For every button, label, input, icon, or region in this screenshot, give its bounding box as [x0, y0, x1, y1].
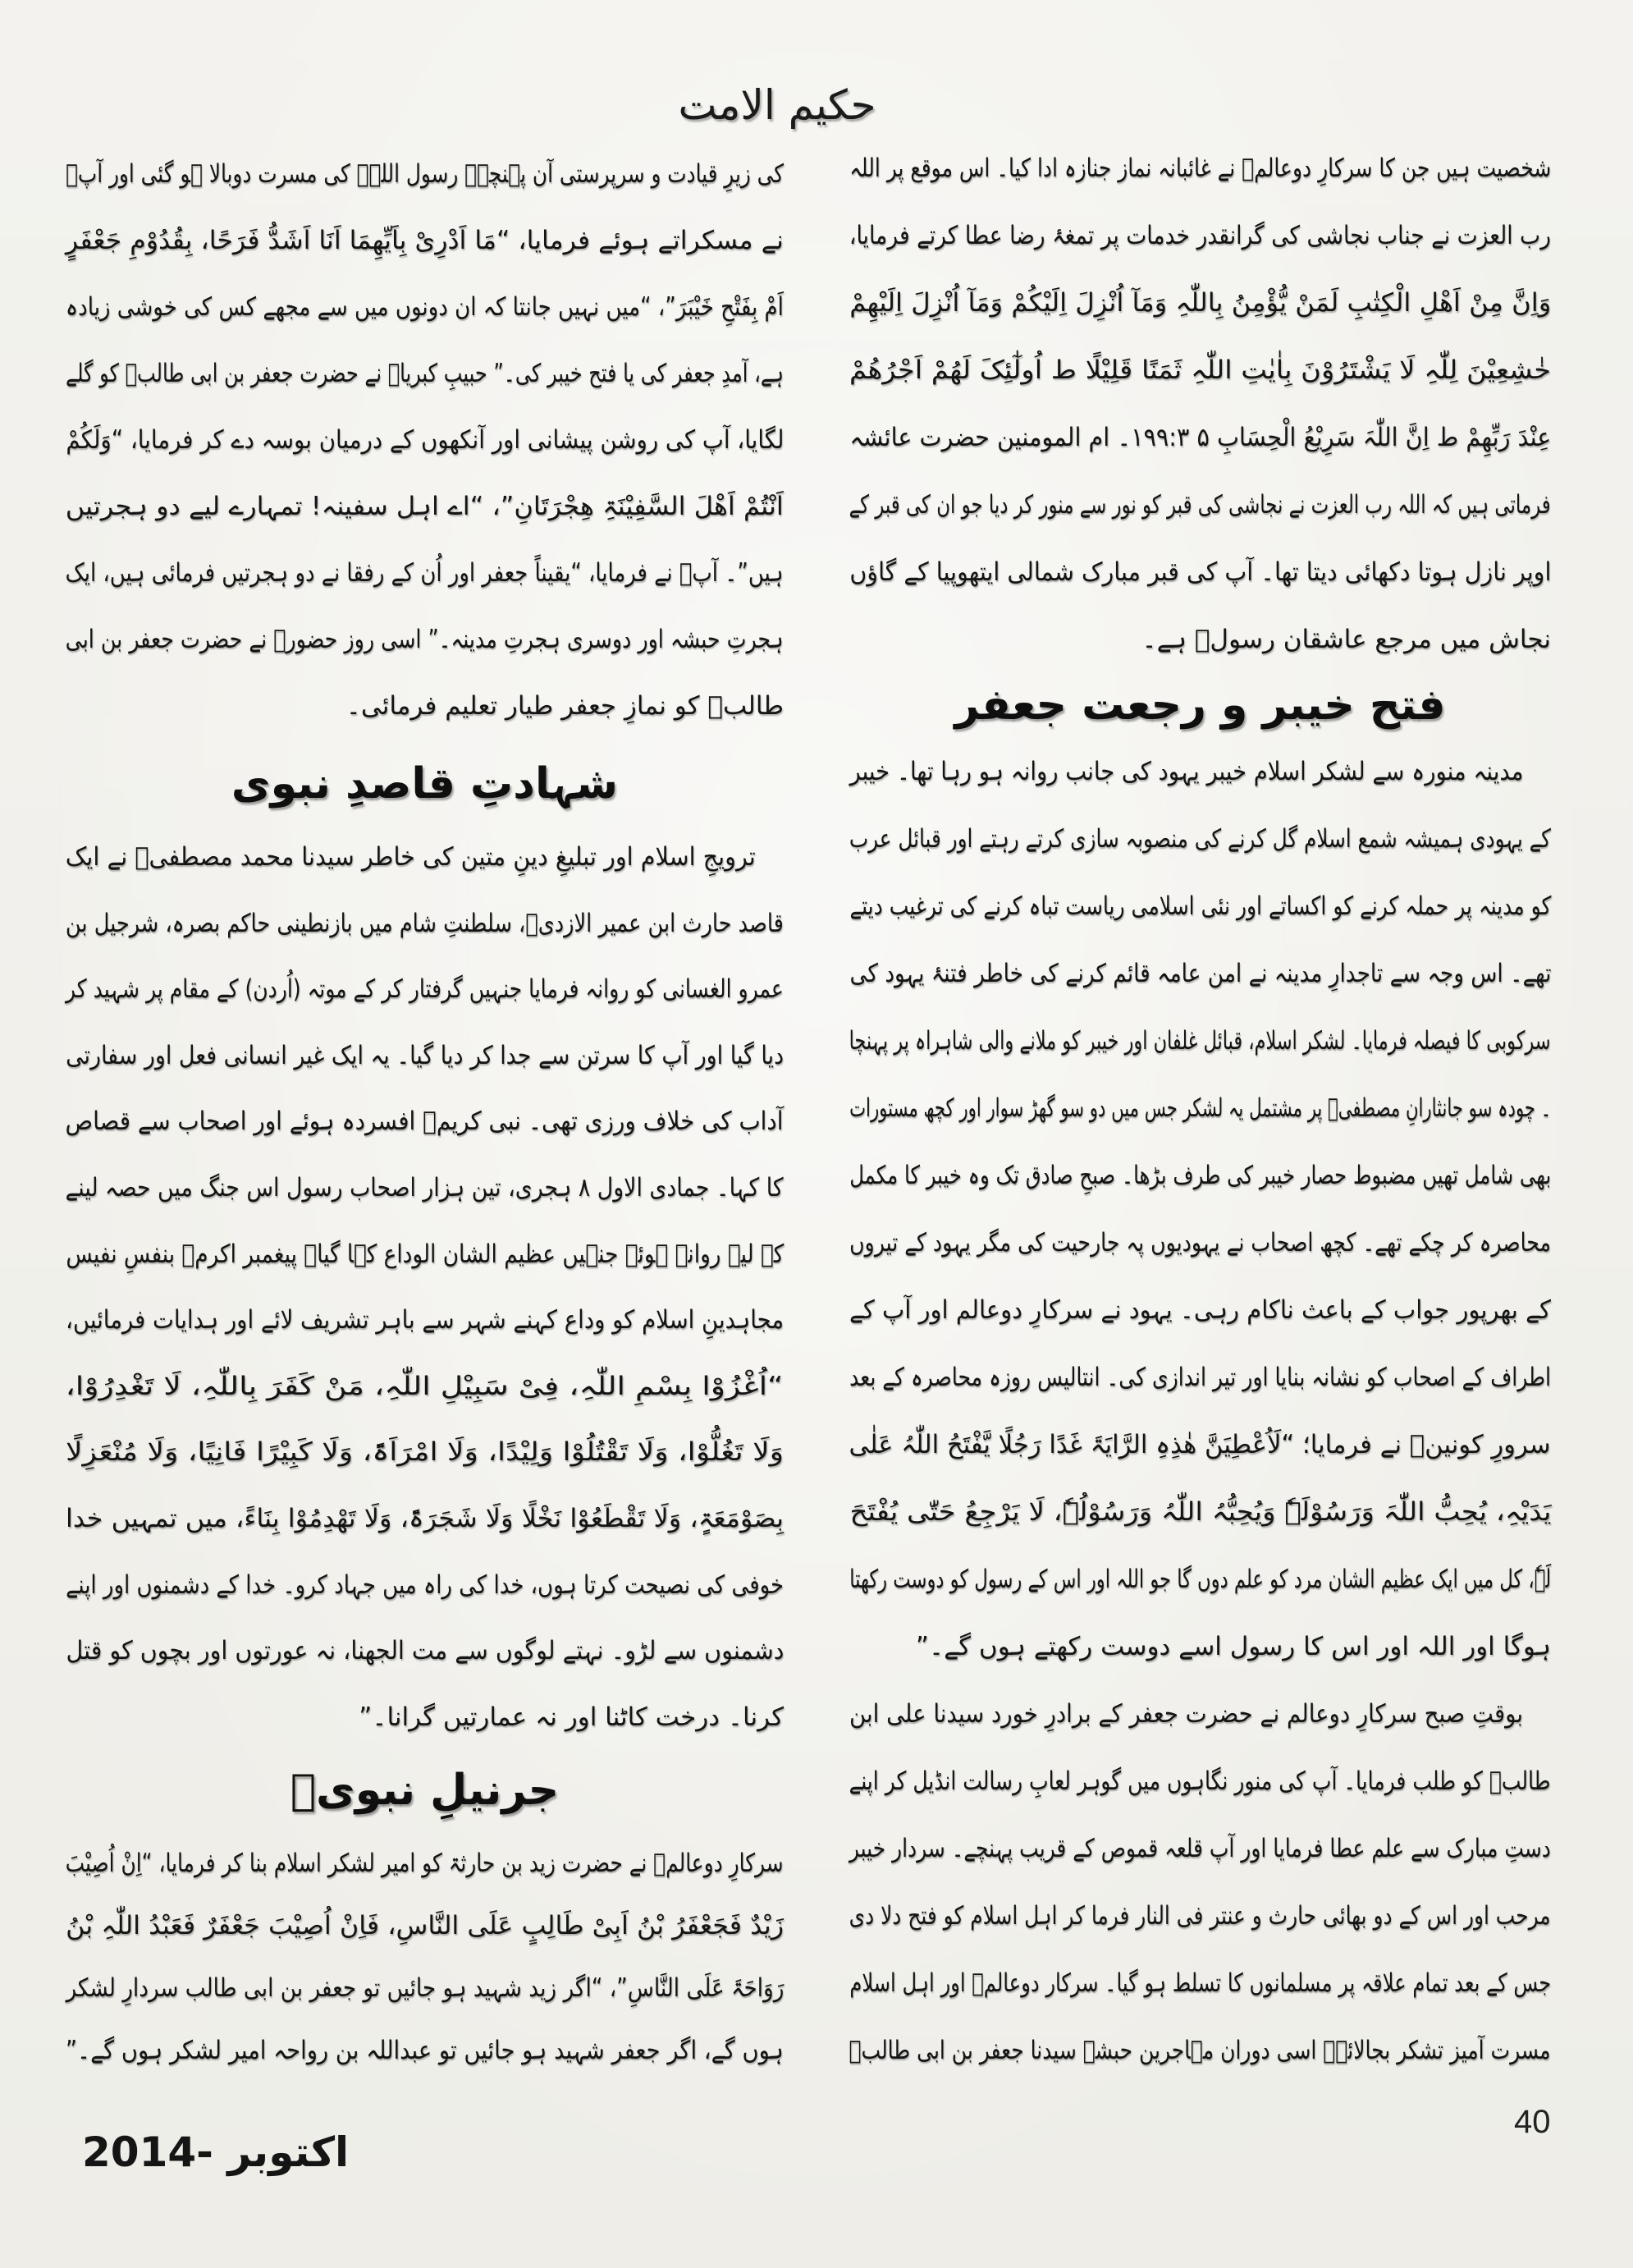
text-line [849, 1950, 1551, 2017]
paragraph [849, 738, 1551, 1680]
text-line [849, 1344, 1551, 1411]
text-line [66, 274, 784, 341]
line-text: وَلَا تَغُلُّوْا، وَلَا تَقْتُلُوْا وَلِیْدًا، وَلَا امْرَاَۃً، وَلَا کَبِیْرًا فَانِیًا، وَلَا مُنْعَزِلًا [65, 1437, 784, 1468]
line-text: دشمنوں سے لڑو۔ نہتے لوگوں سے مت الجھنا، نہ عورتوں اور بچوں کو قتل [66, 1636, 784, 1666]
line-text: ہوں گے، اگر جعفر شہید ہو جائیں تو عبداللہ بن رواحہ امیر لشکر ہوں گے۔” [66, 2036, 784, 2065]
line-text: سرکارِ دوعالمؐ نے حضرت زید بن حارثۃ کو امیر لشکر اسلام بنا کر فرمایا، “اِنْ اُصِیْبَ [65, 1849, 784, 1878]
hadith-line [849, 1478, 1551, 1546]
text-line [66, 1023, 784, 1089]
text-line [849, 1680, 1551, 1748]
line-text: آداب کی خلاف ورزی تھی۔ نبی کریمؐ افسردہ ہوئے اور اصحاب سے قصاص [65, 1107, 784, 1137]
line-text: دستِ مبارک سے علم عطا فرمایا اور آپ قلعہ قموص کے قریب پہنچے۔ سردار خیبر [849, 1834, 1551, 1863]
quran-verse-line [849, 404, 1551, 471]
line-text: یَدَیْہِ، یُحِبُّ اللّٰہَ وَرَسُوْلَہٗ وَیُحِبُّہُ اللّٰہُ وَرَسُوْلُہٗ، لَا یَرْجِعُ حَتّٰی یُفْتَحَ [849, 1497, 1551, 1527]
line-text: ہوگا اور اللہ اور اس کا رسول اسے دوست رکھتے ہوں گے۔” [915, 1632, 1551, 1661]
line-text: “اُغْزُوْا بِسْمِ اللّٰہِ، فِیْ سَبِیْلِ اللّٰہِ، مَنْ کَفَرَ بِاللّٰہِ، لَا تَغْدِرُوْا، [66, 1371, 784, 1401]
text-line [849, 1007, 1551, 1074]
line-text: اوپر نازل ہوتا دکھائی دیتا تھا۔ آپ کی قبر مبارک شمالی ایتھوپیا کے گاؤں [849, 557, 1551, 587]
line-text: اَمْ بِفَتْحِ خَیْبَرَ”، “میں نہیں جانتا کہ ان دونوں میں سے مجھے کس کی خوشی زیادہ [66, 292, 784, 322]
text-line [66, 1088, 784, 1155]
line-text: کرنا۔ درخت کاٹنا اور نہ عمارتیں گرانا۔” [359, 1702, 784, 1732]
text-line [849, 538, 1551, 606]
text-line [849, 606, 1551, 673]
hadith-line [849, 1411, 1551, 1478]
line-text: فرماتی ہیں کہ اللہ رب العزت نے نجاشی کی قبر کو نور سے منور کر دیا جو ان کی قبر کے [849, 490, 1551, 520]
paragraph [66, 141, 784, 740]
line-text: محاصرہ کر چکے تھے۔ کچھ اصحاب نے یہودیوں پہ جارحیت کی مگر یہود کے تیروں [849, 1228, 1551, 1258]
line-text: مجاہدینِ اسلام کو وداع کہنے شہر سے باہر تشریف لائے اور ہدایات فرمائیں، [65, 1305, 784, 1336]
line-text: ہے، آمدِ جعفر کی یا فتح خیبر کی۔” حبیبِ کبریاؐ نے حضرت جعفر بن ابی طالبؓ کو گلے [66, 359, 784, 388]
text-line [849, 202, 1551, 269]
text-line [849, 940, 1551, 1007]
paragraph [849, 1680, 1551, 2084]
text-line [849, 2017, 1551, 2084]
hadith-line [66, 1419, 784, 1486]
line-text: سرکوبی کا فیصلہ فرمایا۔ لشکر اسلام، قبائل غلفان اور خیبر کو ملانے والی شاہراہ پر پہنچا [849, 1026, 1551, 1056]
section-heading: جرنیلِ نبویؐ [290, 1766, 560, 1815]
line-text: کو مدینہ پر حملہ کرنے کو اکساتے اور نئی اسلامی ریاست تباہ کرنے کی ترغیب دیتے [849, 891, 1551, 921]
line-text: اَنْتُمْ اَھْلَ السَّفِیْنَۃِ ھِجْرَتَانِ”، “اے اہل سفینہ! تمہارے لیے دو ہجرتیں [66, 492, 784, 521]
text-line [849, 805, 1551, 873]
text-line [66, 1684, 784, 1751]
quran-verse-line [849, 269, 1551, 337]
line-text: تھے۔ اس وجہ سے تاجدارِ مدینہ نے امن عامہ قائم کرنے کی خاطر فتنۂ یہود کی [849, 959, 1551, 988]
text-line [849, 1748, 1551, 1815]
text-line [66, 407, 784, 474]
line-text: کے بھرپور جواب کے باعث ناکام رہی۔ یہود نے سرکارِ دوعالم اور آپ کے [849, 1295, 1551, 1325]
text-line [66, 1155, 784, 1221]
section-heading: شہادتِ قاصدِ نبوی [231, 759, 619, 809]
line-text: عِنْدَ رَبِّھِمْ ط اِنَّ اللّٰہَ سَرِیْعُ الْحِسَابِ ۵ ۱۹۹:۳۔ ام المومنین حضرت عائشہ [849, 423, 1551, 452]
hadith-line [66, 1895, 784, 1957]
text-line [849, 738, 1551, 805]
line-text: نجاش میں مرجع عاشقان رسولؐ ہے۔ [1141, 625, 1551, 654]
text-line [849, 135, 1551, 202]
line-text: ۔ چودہ سو جانثارانِ مصطفیؐ پر مشتمل یہ لشکر جس میں دو سو گھڑ سوار اور کچھ مستورات [849, 1093, 1551, 1123]
line-text: بھی شامل تھیں مضبوط حصار خیبر کی طرف بڑھا۔ صبحِ صادق تک وہ خیبر کا مکمل [849, 1161, 1551, 1190]
text-line [849, 471, 1551, 538]
section-heading: فتح خیبر و رجعت جعفر [954, 680, 1446, 730]
paragraph [66, 1832, 784, 2082]
text-line [66, 1287, 784, 1354]
line-text: ہیں”۔ آپؐ نے فرمایا، “یقیناً جعفر اور اُن کے رفقا نے دو ہجرتیں فرمائی ہیں، ایک [65, 558, 784, 588]
text-line [66, 891, 784, 957]
text-line [66, 956, 784, 1023]
text-line [66, 1832, 784, 1895]
line-text: اطراف کے اصحاب کو نشانہ بنایا اور تیر اندازی کی۔ انتالیس روزہ محاصرہ کے بعد [849, 1363, 1551, 1392]
line-text: خوفی کی نصیحت کرتا ہوں، خدا کی راہ میں جہاد کرو۔ خدا کے دشمنوں اور اپنے [66, 1569, 784, 1600]
text-line [66, 2019, 784, 2082]
right-column [849, 0, 1551, 2268]
paragraph [66, 824, 784, 1750]
line-text: جس کے بعد تمام علاقہ پر مسلمانوں کا تسلط ہو گیا۔ سرکار دوعالمؐ اور اہل اسلام [849, 1968, 1551, 1998]
text-line [849, 1074, 1551, 1142]
line-text: بوقتِ صبح سرکارِ دوعالم نے حضرت جعفر کے برادرِ خورد سیدنا علی ابن [849, 1699, 1523, 1729]
text-line [66, 141, 784, 208]
hadith-line [66, 1354, 784, 1420]
text-line [66, 824, 784, 891]
line-text: سرورِ کونینؐ نے فرمایا؛ “لَاُعْطِیَنَّ ھٰذِہِ الرَّایَۃَ غَدًا رَجُلًا یَّفْتَحُ اللّٰہُ عَلٰی [849, 1430, 1551, 1459]
quran-verse-line [849, 337, 1551, 404]
line-text: نے مسکراتے ہوئے فرمایا، “مَا اَدْرِیْ بِاَیِّھِمَا اَنَا اَشَدُّ فَرَحًا، بِقُدُوْمِ جَعْفَرٍ [65, 226, 784, 255]
line-text: ترویجِ اسلام اور تبلیغِ دینِ متین کی خاطر سیدنا محمد مصطفیؐ نے ایک [66, 842, 756, 872]
line-text: قاصد حارث ابن عمیر الازدیؓ، سلطنتِ شام میں بازنطینی حاکم بصرہ، شرجیل بن [66, 908, 784, 938]
line-text: ہجرتِ حبشہ اور دوسری ہجرتِ مدینہ۔” اسی روز حضورؐ نے حضرت جعفر بن ابی [66, 625, 784, 654]
line-text: رب العزت نے جناب نجاشی کی گرانقدر خدمات پر تمغۂ رضا عطا کرتے فرمایا، [849, 221, 1551, 250]
text-line [849, 1882, 1551, 1950]
text-line [66, 208, 784, 274]
line-text: مرحب اور اس کے دو بھائی حارث و عنتر فی النار فرما کر اہل اسلام کو فتح دلا دی [849, 1901, 1551, 1931]
text-line [66, 1552, 784, 1619]
text-line [849, 1613, 1551, 1680]
text-line [66, 540, 784, 607]
line-text: لگایا، آپ کی روشن پیشانی اور آنکھوں کے درمیان بوسہ دے کر فرمایا، “وَلَکُمْ [65, 425, 784, 455]
issue-date: اکتوبر -2014 [82, 2128, 350, 2176]
line-text: بِصَوْمَعَۃٍ، وَلَا تَقْطَعُوْا نَخْلًا وَلَا شَجَرَۃً، وَلَا تَھْدِمُوْا بِنَاءً، میں تمہیں خدا [65, 1503, 784, 1533]
line-text: مدینہ منورہ سے لشکر اسلام خیبر یہود کی جانب روانہ ہو رہا تھا۔ خیبر [849, 757, 1523, 786]
text-line [66, 341, 784, 407]
text-line [66, 673, 784, 740]
text-line [66, 1221, 784, 1288]
text-line [66, 1957, 784, 2019]
line-text: طالبؑ کو نمازِ جعفر طیار تعلیم فرمائی۔ [345, 691, 784, 721]
line-text: زَیْدٌ فَجَعْفَرُ بْنُ اَبِیْ طَالِبٍ عَلَی النَّاسِ، فَاِنْ اُصِیْبَ جَعْفَرٌ فَعَبْدُ اللّٰہِ بْنُ [66, 1911, 784, 1940]
text-line [849, 873, 1551, 940]
line-text: کے یہودی ہمیشہ شمع اسلام گل کرنے کی منصوبہ سازی کرتے رہتے اور قبائل عرب [849, 824, 1551, 854]
left-column [66, 0, 784, 2268]
text-line [849, 1142, 1551, 1209]
line-text: طالبؑ کو طلب فرمایا۔ آپ کی منور نگاہوں میں گوہر لعابِ رسالت انڈیل کر اپنے [849, 1766, 1551, 1796]
line-text: لَہٗ، کل میں ایک عظیم الشان مرد کو علم دوں گا جو اللہ اور اس کے رسول کو دوست رکھتا [849, 1565, 1551, 1594]
line-text: کی زیرِ قیادت و سرپرستی آن پہنچے۔ رسول اللہؐ کی مسرت دوبالا ہو گئی اور آپؐ [66, 159, 784, 189]
line-text: خٰشِعِیْنَ لِلّٰہِ لَا یَشْتَرُوْنَ بِاٰیٰتِ اللّٰہِ ثَمَنًا قَلِیْلًا ط اُولٰٓئِکَ لَھُمْ اَجْرُھُمْ [849, 355, 1551, 385]
text-line [66, 1618, 784, 1684]
line-text: دیا گیا اور آپ کا سرتن سے جدا کر دیا گیا۔ یہ ایک غیر انسانی فعل اور سفارتی [66, 1040, 784, 1070]
line-text: کا کہا۔ جمادی الاول ۸ ہجری، تین ہزار اصحاب رسول اس جنگ میں حصہ لینے [65, 1172, 784, 1203]
text-line [849, 1546, 1551, 1613]
line-text: کے لیے روانہ ہوئے جنہیں عظیم الشان الوداع کہا گیا۔ پیغمبر اکرمؐ بنفسِ نفیس [66, 1239, 784, 1269]
paragraph [849, 135, 1551, 673]
line-text: عمرو الغسانی کو روانہ فرمایا جنہیں گرفتار کر کے موتہ (اُردن) کے مقام پر شہید کر [66, 974, 784, 1005]
hadith-line [66, 1486, 784, 1552]
line-text: مسرت آمیز تشکر بجالائے۔ اسی دوران مہاجرین حبشہ سیدنا جعفر بن ابی طالبؓ [849, 2036, 1551, 2065]
line-text: رَوَاحَۃَ عَلَی النَّاسِ”، “اگر زید شہید ہو جائیں تو جعفر بن ابی طالب سردارِ لشکر [66, 1973, 784, 2003]
text-line [849, 1276, 1551, 1344]
running-header-title: حکیم الامت [678, 81, 876, 129]
line-text: وَاِنَّ مِنْ اَھْلِ الْکِتٰبِ لَمَنْ یُّؤْمِنُ بِاللّٰہِ وَمَآ اُنْزِلَ اِلَیْکُمْ وَمَآ اُنْزِلَ اِلَیْھِمْ [849, 288, 1551, 318]
text-line [849, 1209, 1551, 1276]
text-line [849, 1815, 1551, 1882]
text-line [66, 607, 784, 673]
page-number: 40 [1514, 2104, 1551, 2140]
line-text: شخصیت ہیں جن کا سرکارِ دوعالمؐ نے غائبانہ نماز جنازہ ادا کیا۔ اس موقع پر اللہ [849, 153, 1551, 183]
text-line [66, 474, 784, 540]
